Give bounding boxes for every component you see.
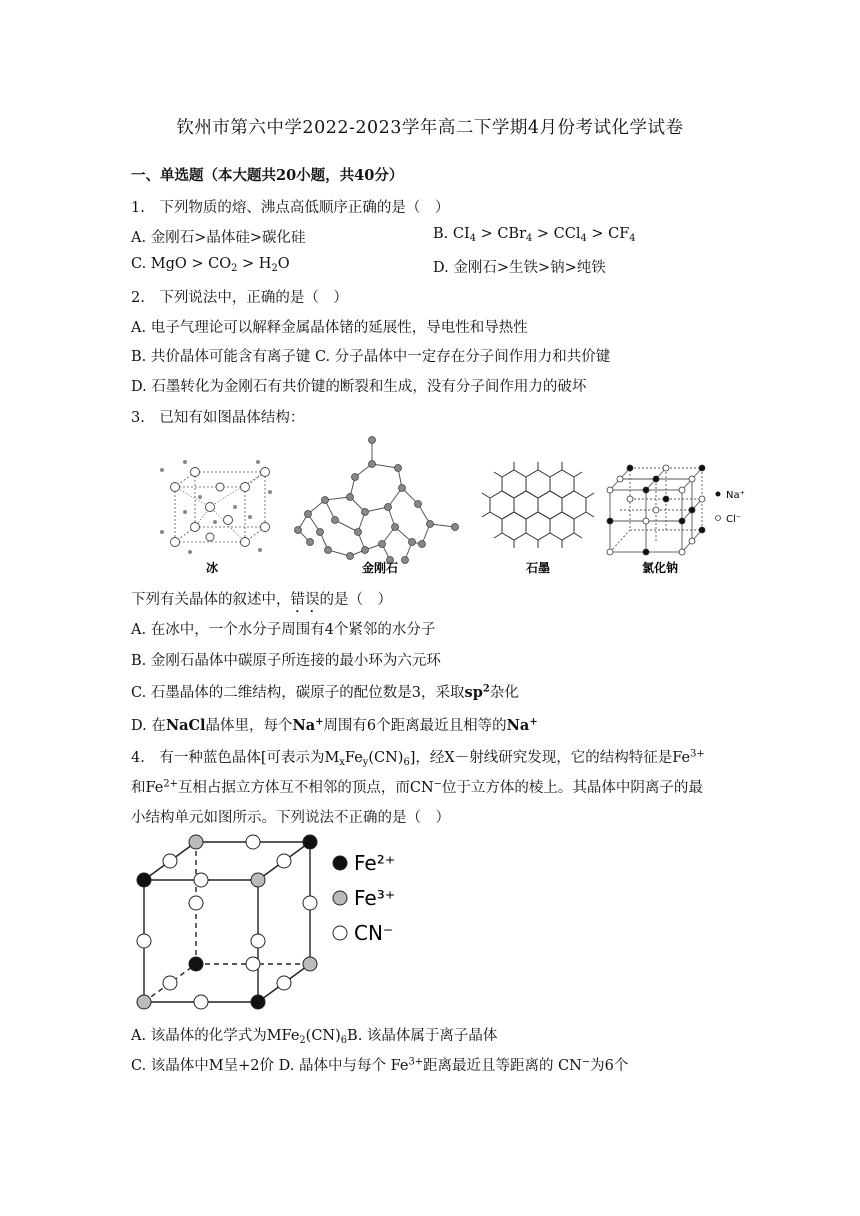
ice-structure <box>175 472 265 542</box>
q1-option-a: A. 金刚石>晶体硅>碳化硅 <box>131 230 306 246</box>
q1-option-d: D. 金刚石>生铁>钠>纯铁 <box>433 260 606 276</box>
crystal-structures-figure <box>150 432 770 580</box>
legend-na-dot <box>716 492 721 497</box>
legend-cn: CN⁻ <box>354 921 394 945</box>
prussian-blue-cube-figure <box>128 830 408 1020</box>
section-heading: 一、单选题（本大题共20小题，共40分） <box>131 167 404 184</box>
page-title: 钦州市第六中学2022-2023学年高二下学期4月份考试化学试卷 <box>176 118 684 138</box>
q3-stem: 3. 已知有如图晶体结构： <box>131 410 305 426</box>
q2-option-a: A. 电子气理论可以解释金属晶体锗的延展性，导电性和导热性 <box>131 320 528 336</box>
legend-na: Na⁺ <box>726 490 745 501</box>
q1-option-c: C. MgO > $CO_2 > H_2O$ <box>131 256 290 274</box>
q2-option-bc: B. 共价晶体可能含有离子键 C. 分子晶体中一定存在分子间作用力和共价键 <box>131 349 611 365</box>
q3-option-b: B. 金刚石晶体中碳原子所连接的最小环为六元环 <box>131 653 441 669</box>
q4-option-ab: A. 该晶体的化学式为$MFe_2(CN)_6B$. 该晶体属于离子晶体 <box>131 1028 498 1046</box>
legend-cl-dot <box>716 516 721 521</box>
q3-prompt: 下列有关晶体的叙述中，错误的是（ ） <box>131 592 392 608</box>
fig-label-graphite: 石墨 <box>525 561 551 575</box>
legend-fe2-dot <box>333 856 347 870</box>
fig-label-ice: 冰 <box>205 561 219 575</box>
legend-cl: Cl⁻ <box>726 514 742 525</box>
fig-label-nacl: 氯化钠 <box>641 561 679 575</box>
legend-cn-dot <box>333 926 347 940</box>
legend-fe3: Fe³⁺ <box>354 886 396 910</box>
emphasis-wrong: 错误 <box>290 592 320 608</box>
q3-option-d: D. 在NaCl晶体里，每个Na+周围有6个距离最近且相等的Na+ <box>131 716 538 734</box>
q4-stem-line1: 4. 有一种蓝色晶体[可表示为$M_xFe_y(CN)_6$]，经X－射线研究发现，它的结构特征是$Fe^{3+}$ <box>131 748 705 768</box>
q4-stem-line3: 小结构单元如图所示。下列说法不正确的是（ ） <box>131 810 450 826</box>
graphite-structure <box>482 462 594 548</box>
q1-option-b: B. $CI_4 > CBr_4 > CCl_4 > CF_4$ <box>433 226 636 244</box>
q2-stem: 2. 下列说法中，正确的是（ ） <box>131 290 348 306</box>
q3-option-a: A. 在冰中，一个水分子周围有4个紧邻的水分子 <box>131 622 436 638</box>
q3-option-c: C. 石墨晶体的二维结构，碳原子的配位数是3，采取$sp^2$杂化 <box>131 683 519 701</box>
q4-stem-line2: 和$Fe^{2+}$互相占据立方体互不相邻的顶点，而CN−位于立方体的棱上。其晶体中阴离子的最 <box>131 778 703 796</box>
legend-fe3-dot <box>333 891 347 905</box>
q1-stem: 1. 下列物质的熔、沸点高低顺序正确的是（ ） <box>131 200 450 216</box>
q4-option-cd: C. 该晶体中M呈+2价 D. 晶体中与每个 $Fe^{3+}$距离最近且等距离的 CN−为6个 <box>131 1056 629 1074</box>
q2-option-d: D. 石墨转化为金刚石有共价键的断裂和生成，没有分子间作用力的破坏 <box>131 379 587 395</box>
fig-label-diamond: 金刚石 <box>361 561 399 575</box>
legend-fe2: Fe²⁺ <box>354 851 396 875</box>
